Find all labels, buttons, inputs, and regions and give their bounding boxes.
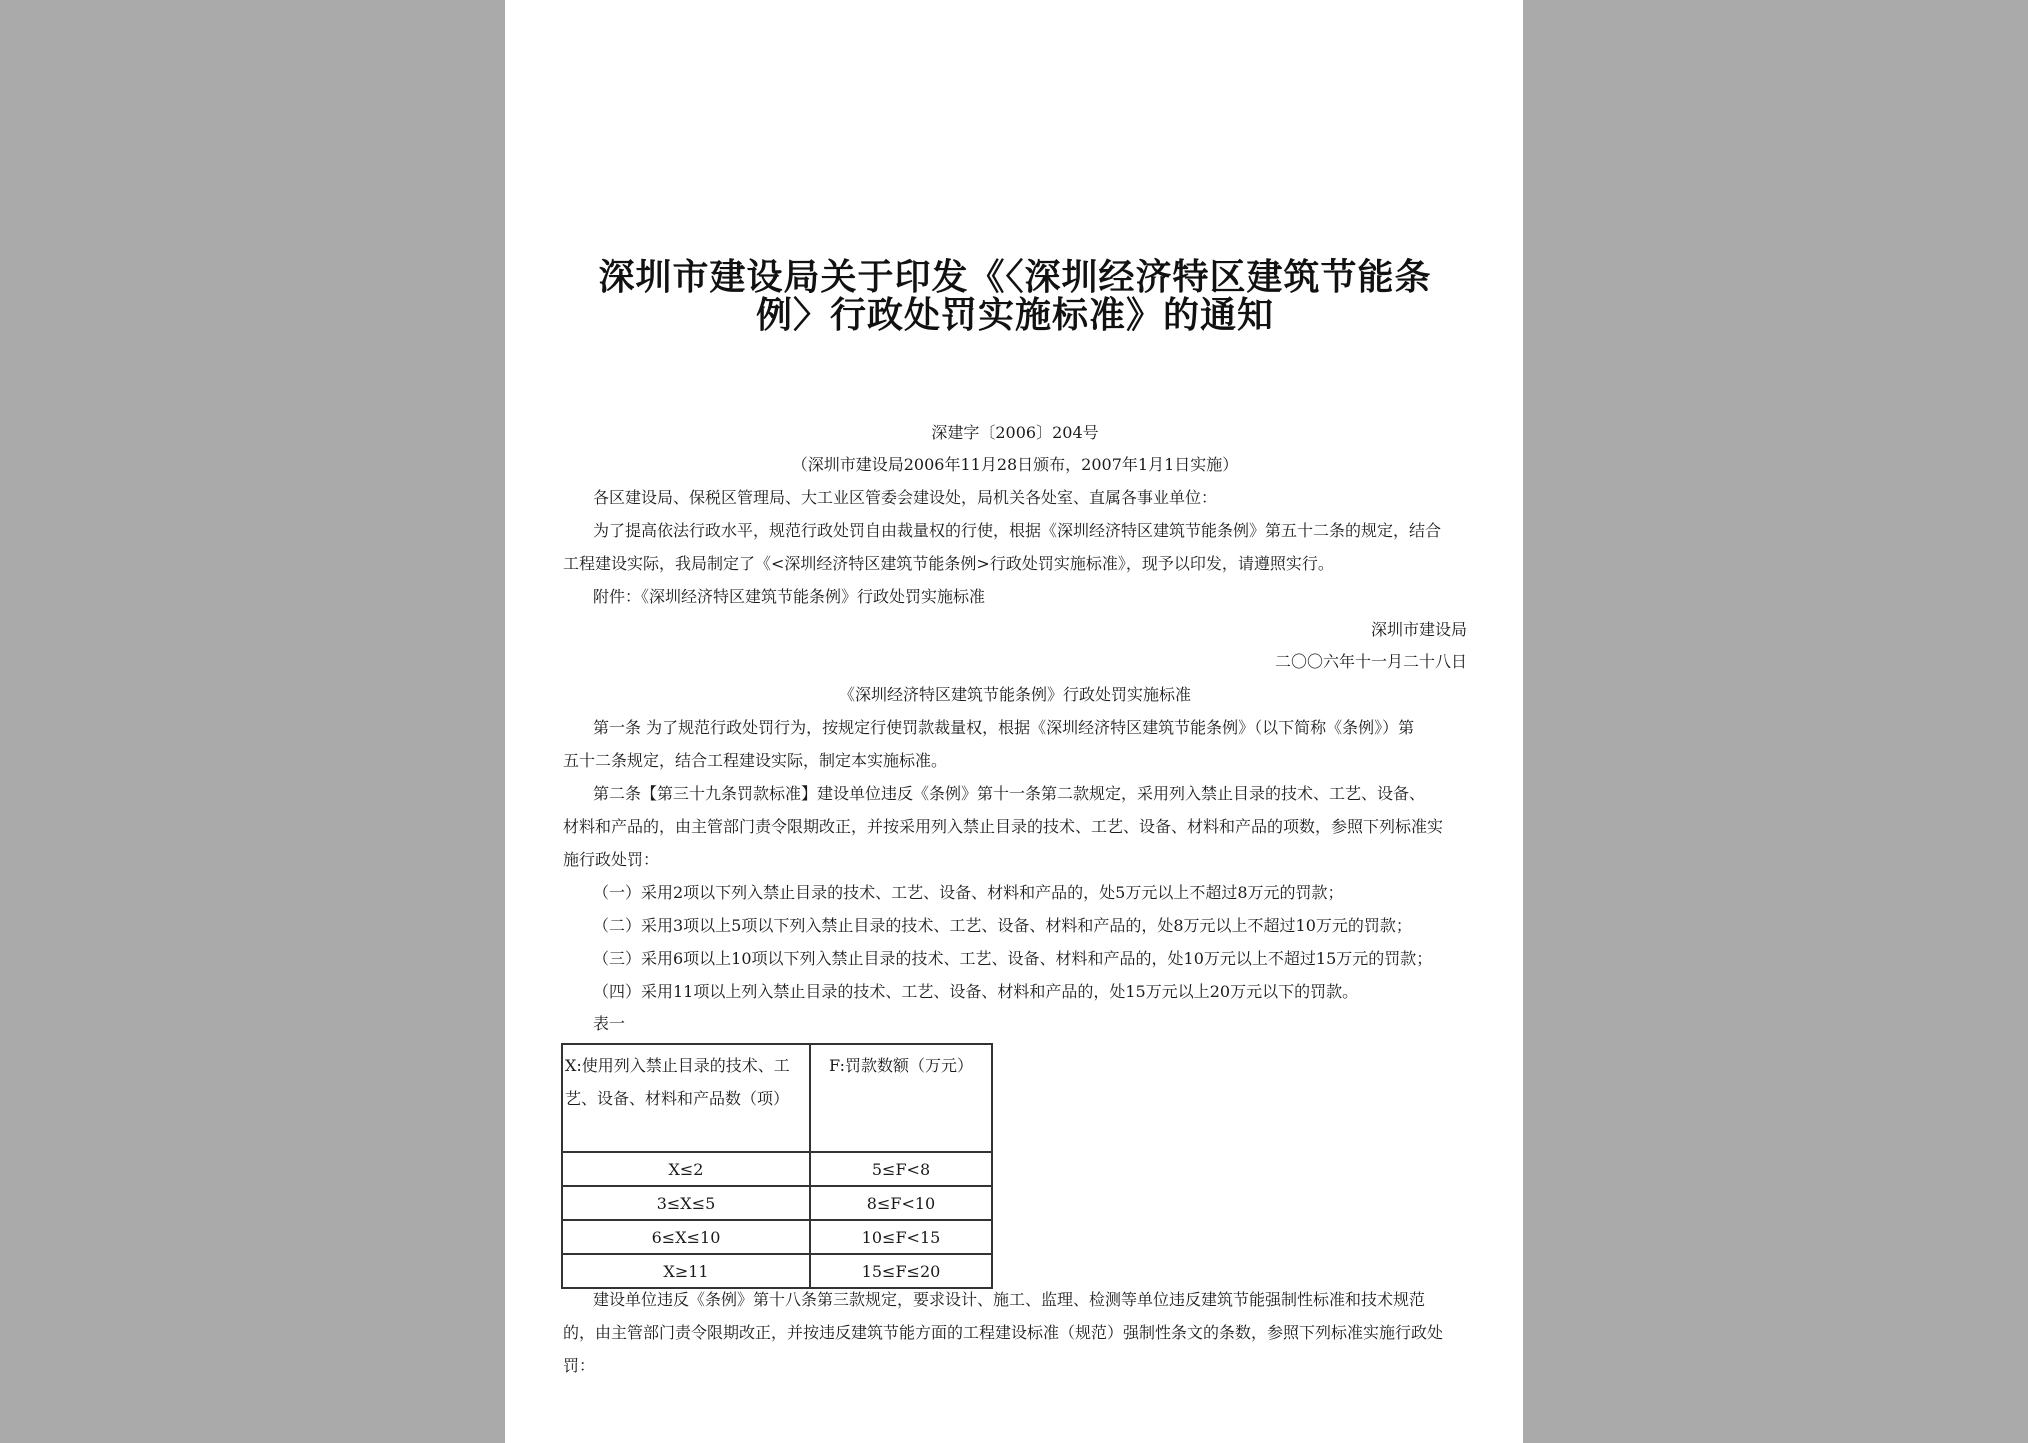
table-cell-x: X≤2 <box>562 1152 810 1186</box>
table-header-items: X:使用列入禁止目录的技术、工艺、设备、材料和产品数（项） <box>562 1044 810 1152</box>
penalty-table <box>561 1043 993 1289</box>
addressee: 各区建设局、保税区管理局、大工业区管委会建设处，局机关各处室、直属各事业单位： <box>593 488 1218 507</box>
item-2: （二）采用3项以上5项以下列入禁止目录的技术、工艺、设备、材料和产品的，处8万元以上不超过10万元的罚款； <box>593 916 1412 935</box>
article-2-line-2: 材料和产品的，由主管部门责令限期改正，并按采用列入禁止目录的技术、工艺、设备、材料和产品的项数，参照下列标准实 <box>563 817 1444 836</box>
attachment-line: 附件：《深圳经济特区建筑节能条例》行政处罚实施标准 <box>593 587 986 606</box>
paragraph-end-line-3: 罚： <box>563 1356 596 1375</box>
title-line-2: 例〉行政处罚实施标准》的通知 <box>755 294 1274 336</box>
signer: 深圳市建设局 <box>1370 620 1467 639</box>
paragraph-1-line-2: 工程建设实际，我局制定了《<深圳经济特区建筑节能条例>行政处罚实施标准》，现予以印发，请遵照实行。 <box>563 554 1334 573</box>
section-title: 《深圳经济特区建筑节能条例》行政处罚实施标准 <box>838 685 1191 704</box>
paragraph-end-line-1: 建设单位违反《条例》第十八条第三款规定，要求设计、施工、监理、检测等单位违反建筑节能强制性标准和技术规范 <box>593 1290 1426 1309</box>
table-label: 表一 <box>593 1014 626 1033</box>
item-1: （一）采用2项以下列入禁止目录的技术、工艺、设备、材料和产品的，处5万元以上不超过8万元的罚款； <box>593 883 1344 902</box>
table-header-fine: F:罚款数额（万元） <box>810 1044 992 1152</box>
table-cell-f: 5≤F<8 <box>810 1152 992 1186</box>
date: 二〇〇六年十一月二十八日 <box>1274 652 1467 671</box>
table-cell-x: 3≤X≤5 <box>562 1186 810 1220</box>
title-line-1: 深圳市建设局关于印发《〈深圳经济特区建筑节能条 <box>598 256 1432 298</box>
document-title <box>595 258 1435 334</box>
item-4: （四）采用11项以上列入禁止目录的技术、工艺、设备、材料和产品的，处15万元以上20万元以下的罚款。 <box>593 982 1359 1001</box>
article-2-line-3: 施行政处罚： <box>563 850 660 869</box>
document-number: 深建字〔2006〕204号 <box>931 423 1099 442</box>
table-cell-x: 6≤X≤10 <box>562 1220 810 1254</box>
table-header-row <box>562 1044 992 1152</box>
table-cell-f: 15≤F≤20 <box>810 1254 992 1288</box>
paragraph-end-line-2: 的，由主管部门责令限期改正，并按违反建筑节能方面的工程建设标准（规范）强制性条文的条数，参照下列标准实施行政处 <box>563 1323 1444 1342</box>
document-page <box>505 0 1523 1443</box>
table-cell-f: 10≤F<15 <box>810 1220 992 1254</box>
article-1-line-2: 五十二条规定，结合工程建设实际，制定本实施标准。 <box>563 751 948 770</box>
table-row <box>562 1220 992 1254</box>
article-2-line-1: 第二条【第三十九条罚款标准】建设单位违反《条例》第十一条第二款规定，采用列入禁止目录的技术、工艺、设备、 <box>593 784 1426 803</box>
table-cell-f: 8≤F<10 <box>810 1186 992 1220</box>
item-3: （三）采用6项以上10项以下列入禁止目录的技术、工艺、设备、材料和产品的，处10万元以上不超过15万元的罚款； <box>593 949 1433 968</box>
table-row <box>562 1186 992 1220</box>
issue-info: （深圳市建设局2006年11月28日颁布，2007年1月1日实施） <box>791 455 1239 474</box>
table-cell-x: X≥11 <box>562 1254 810 1288</box>
paragraph-1-line-1: 为了提高依法行政水平，规范行政处罚自由裁量权的行使，根据《深圳经济特区建筑节能条例》第五十二条的规定，结合 <box>593 521 1442 540</box>
table-row <box>562 1152 992 1186</box>
table-row <box>562 1254 992 1288</box>
article-1-line-1: 第一条 为了规范行政处罚行为，按规定行使罚款裁量权，根据《深圳经济特区建筑节能条例》（以下简称《条例》）第 <box>593 718 1415 737</box>
